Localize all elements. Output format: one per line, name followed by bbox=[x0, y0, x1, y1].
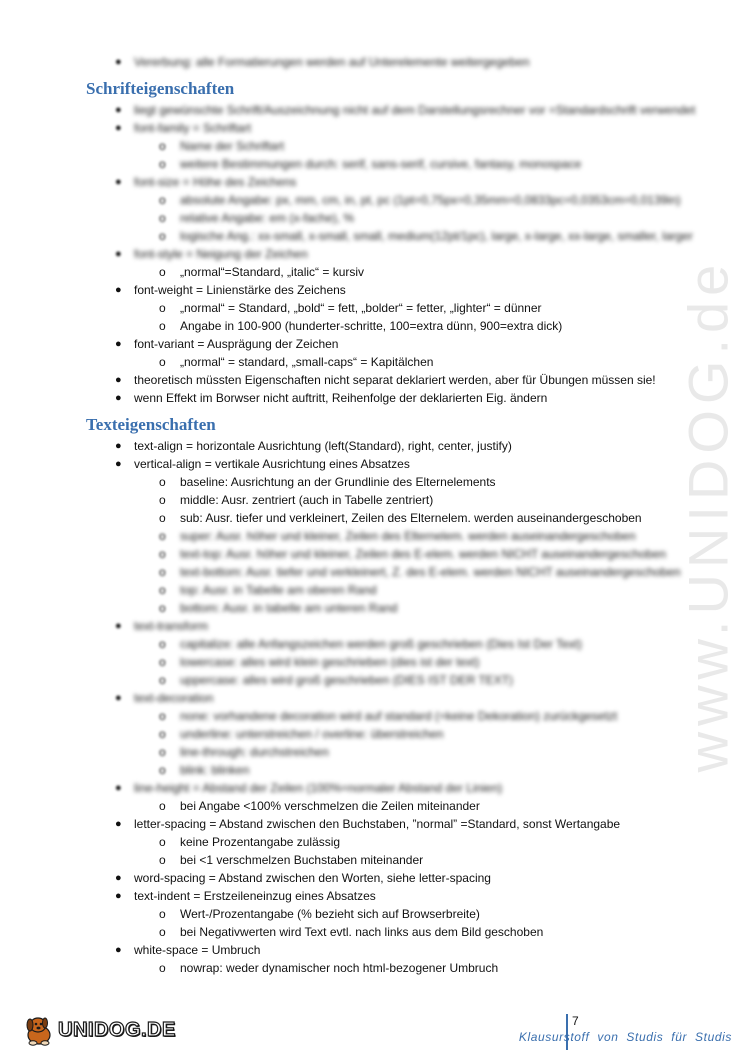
bullet-circle-icon: o bbox=[159, 265, 166, 279]
bullet-item bbox=[86, 53, 686, 71]
item-text: Vererbung: alle Formatierungen werden auf Unterelemente weitergegeben bbox=[134, 55, 530, 69]
item-text: „normal“ = standard, „small-caps“ = Kapitälchen bbox=[180, 355, 434, 369]
item-text: blink: blinken bbox=[180, 763, 250, 777]
bullet-dot-icon: ● bbox=[115, 620, 122, 632]
sub-bullet-item bbox=[86, 707, 686, 725]
bullet-circle-icon: o bbox=[159, 709, 166, 723]
item-text: nowrap: weder dynamischer noch html-bezogener Umbruch bbox=[180, 961, 499, 975]
section-heading: Texteigenschaften bbox=[86, 415, 216, 434]
bullet-circle-icon: o bbox=[159, 211, 166, 225]
item-text: line-through: durchstreichen bbox=[180, 745, 329, 759]
bullet-item bbox=[86, 245, 686, 263]
footer-tagline: Klausurstoff von Studis für Studis bbox=[518, 1030, 732, 1044]
bullet-item bbox=[86, 371, 686, 389]
item-text: weitere Bestimmungen durch: serif, sans-serif, cursive, fantasy, monospace bbox=[180, 157, 582, 171]
sub-bullet-item bbox=[86, 491, 686, 509]
sub-bullet-item bbox=[86, 191, 686, 209]
item-text: theoretisch müssten Eigenschaften nicht separat deklariert werden, aber für Übungen müssen sie! bbox=[134, 373, 656, 387]
item-text: middle: Ausr. zentriert (auch in Tabelle zentriert) bbox=[180, 493, 434, 507]
bullet-dot-icon: ● bbox=[115, 692, 122, 704]
item-text: text-top: Ausr. höher und kleiner, Zeilen des E-elem. werden NICHT auseinandergeschoben bbox=[180, 547, 667, 561]
item-text: „normal“ = Standard, „bold“ = fett, „bolder“ = fetter, „lighter“ = dünner bbox=[180, 301, 542, 315]
sub-bullet-item bbox=[86, 299, 686, 317]
bullet-circle-icon: o bbox=[159, 601, 166, 615]
bullet-dot-icon: ● bbox=[115, 782, 122, 794]
item-text: letter-spacing = Abstand zwischen den Buchstaben, ”normal” =Standard, sonst Wertangabe bbox=[134, 817, 621, 831]
bullet-item bbox=[86, 941, 686, 959]
item-text: bottom: Ausr. in tabelle am unteren Rand bbox=[180, 601, 398, 615]
bullet-item bbox=[86, 101, 696, 119]
item-text: bei Angabe <100% verschmelzen die Zeilen miteinander bbox=[180, 799, 480, 813]
sub-bullet-item bbox=[86, 581, 686, 599]
bullet-circle-icon: o bbox=[159, 319, 166, 333]
bullet-dot-icon: ● bbox=[115, 176, 122, 188]
sub-bullet-item bbox=[86, 743, 686, 761]
item-text: bei <1 verschmelzen Buchstaben miteinander bbox=[180, 853, 424, 867]
item-text: liegt gewünschte Schrift/Auszeichnung nicht auf dem Darstellungsrechner vor =Standardschrift verwendet bbox=[134, 103, 696, 117]
sub-bullet-item bbox=[86, 833, 686, 851]
item-text: „normal“=Standard, „italic“ = kursiv bbox=[180, 265, 365, 279]
dog-logo-icon bbox=[22, 1013, 56, 1047]
sub-bullet-item bbox=[86, 227, 693, 245]
bullet-dot-icon: ● bbox=[115, 122, 122, 134]
bullet-circle-icon: o bbox=[159, 853, 166, 867]
document-body bbox=[86, 53, 696, 977]
sub-bullet-item bbox=[86, 563, 686, 581]
item-text: none: vorhandene decoration wird auf standard (=keine Dekoration) zurückgesetzt bbox=[180, 709, 618, 723]
bullet-circle-icon: o bbox=[159, 583, 166, 597]
bullet-circle-icon: o bbox=[159, 673, 166, 687]
sub-bullet-item bbox=[86, 473, 686, 491]
item-text: font-size = Höhe des Zeichens bbox=[134, 175, 297, 189]
bullet-dot-icon: ● bbox=[115, 338, 122, 350]
item-text: Wert-/Prozentangabe (% bezieht sich auf Browserbreite) bbox=[180, 907, 480, 921]
bullet-dot-icon: ● bbox=[115, 248, 122, 260]
item-text: text-decoration bbox=[134, 691, 214, 705]
bullet-item bbox=[86, 815, 686, 833]
item-text: top: Ausr. in Tabelle am oberen Rand bbox=[180, 583, 377, 597]
item-text: lowercase: alles wird klein geschrieben (dies ist der text) bbox=[180, 655, 480, 669]
sub-bullet-item bbox=[86, 545, 686, 563]
bullet-item bbox=[86, 173, 686, 191]
item-text: word-spacing = Abstand zwischen den Worten, siehe letter-spacing bbox=[134, 871, 491, 885]
item-text: underline: unterstreichen / overline: überstreichen bbox=[180, 727, 444, 741]
bullet-dot-icon: ● bbox=[115, 284, 122, 296]
bullet-circle-icon: o bbox=[159, 835, 166, 849]
bullet-circle-icon: o bbox=[159, 907, 166, 921]
bullet-item bbox=[86, 437, 686, 455]
item-text: super: Ausr. höher und kleiner, Zeilen des Elternelem. werden auseinandergeschoben bbox=[180, 529, 636, 543]
sub-bullet-item bbox=[86, 353, 686, 371]
bullet-circle-icon: o bbox=[159, 193, 166, 207]
bullet-circle-icon: o bbox=[159, 565, 166, 579]
item-text: font-variant = Ausprägung der Zeichen bbox=[134, 337, 339, 351]
sub-bullet-item bbox=[86, 671, 686, 689]
bullet-circle-icon: o bbox=[159, 493, 166, 507]
item-text: text-bottom: Ausr. tiefer und verkleinert, Z. des E-elem. werden NICHT auseinandergeschoben bbox=[180, 565, 681, 579]
bullet-item bbox=[86, 869, 686, 887]
item-text: Angabe in 100-900 (hunderter-schritte, 100=extra dünn, 900=extra dick) bbox=[180, 319, 563, 333]
sub-bullet-item bbox=[86, 905, 686, 923]
sub-bullet-item bbox=[86, 851, 686, 869]
item-text: font-style = Neigung der Zeichen bbox=[134, 247, 308, 261]
bullet-item bbox=[86, 281, 686, 299]
sub-bullet-item bbox=[86, 209, 686, 227]
bullet-circle-icon: o bbox=[159, 763, 166, 777]
sub-bullet-item bbox=[86, 797, 686, 815]
bullet-circle-icon: o bbox=[159, 961, 166, 975]
section-heading: Schrifteigenschaften bbox=[86, 79, 235, 98]
item-text: font-weight = Linienstärke des Zeichens bbox=[134, 283, 346, 297]
sub-bullet-item bbox=[86, 509, 686, 527]
bullet-item bbox=[86, 389, 686, 407]
bullet-circle-icon: o bbox=[159, 925, 166, 939]
sub-bullet-item bbox=[86, 317, 686, 335]
item-text: text-align = horizontale Ausrichtung (left(Standard), right, center, justify) bbox=[134, 439, 512, 453]
footer-logo bbox=[22, 1012, 176, 1048]
sub-bullet-item bbox=[86, 263, 686, 281]
bullet-item bbox=[86, 887, 686, 905]
bullet-dot-icon: ● bbox=[115, 944, 122, 956]
bullet-circle-icon: o bbox=[159, 799, 166, 813]
sub-bullet-item bbox=[86, 923, 686, 941]
sub-bullet-item bbox=[86, 725, 686, 743]
item-text: keine Prozentangabe zulässig bbox=[180, 835, 341, 849]
sub-bullet-item bbox=[86, 653, 686, 671]
bullet-item bbox=[86, 455, 686, 473]
item-text: vertical-align = vertikale Ausrichtung eines Absatzes bbox=[134, 457, 410, 471]
bullet-item bbox=[86, 779, 686, 797]
item-text: bei Negativwerten wird Text evtl. nach links aus dem Bild geschoben bbox=[180, 925, 544, 939]
bullet-item bbox=[86, 119, 686, 137]
item-text: sub: Ausr. tiefer und verkleinert, Zeilen des Elternelem. werden auseinandergeschoben bbox=[180, 511, 642, 525]
item-text: baseline: Ausrichtung an der Grundlinie des Elternelements bbox=[180, 475, 496, 489]
sub-bullet-item bbox=[86, 635, 686, 653]
bullet-dot-icon: ● bbox=[115, 104, 122, 116]
item-text: relative Angabe: em (x-fache), % bbox=[180, 211, 355, 225]
bullet-dot-icon: ● bbox=[115, 440, 122, 452]
item-text: uppercase: alles wird groß geschrieben (DIES IST DER TEXT) bbox=[180, 673, 514, 687]
bullet-dot-icon: ● bbox=[115, 374, 122, 386]
item-text: text-transform bbox=[134, 619, 209, 633]
sub-bullet-item bbox=[86, 137, 686, 155]
item-text: line-height = Abstand der Zeilen (100%=normaler Abstand der Linien) bbox=[134, 781, 503, 795]
item-text: wenn Effekt im Borwser nicht auftritt, Reihenfolge der deklarierten Eig. ändern bbox=[134, 391, 548, 405]
sub-bullet-item bbox=[86, 599, 686, 617]
bullet-circle-icon: o bbox=[159, 529, 166, 543]
sub-bullet-item bbox=[86, 527, 686, 545]
bullet-circle-icon: o bbox=[159, 511, 166, 525]
bullet-circle-icon: o bbox=[159, 727, 166, 741]
item-text: white-space = Umbruch bbox=[134, 943, 261, 957]
bullet-circle-icon: o bbox=[159, 655, 166, 669]
item-text: font-family = Schriftart bbox=[134, 121, 252, 135]
bullet-dot-icon: ● bbox=[115, 818, 122, 830]
item-text: text-indent = Erstzeileneinzug eines Absatzes bbox=[134, 889, 376, 903]
item-text: absolute Angabe: px, mm, cm, in, pt, pc (1pt=0,75px=0,35mm=0,0833pc=0,0353cm=0,0139in) bbox=[180, 193, 681, 207]
bullet-dot-icon: ● bbox=[115, 872, 122, 884]
bullet-item bbox=[86, 335, 686, 353]
sub-bullet-item bbox=[86, 959, 686, 977]
item-text: capitalize: alle Anfangszeichen werden groß geschrieben (Dies Ist Der Text) bbox=[180, 637, 582, 651]
watermark-text: www.UNIDOG.de bbox=[676, 258, 740, 772]
bullet-circle-icon: o bbox=[159, 475, 166, 489]
bullet-circle-icon: o bbox=[159, 157, 166, 171]
bullet-circle-icon: o bbox=[159, 301, 166, 315]
page-number: 7 bbox=[572, 1014, 579, 1028]
bullet-circle-icon: o bbox=[159, 745, 166, 759]
bullet-dot-icon: ● bbox=[115, 458, 122, 470]
bullet-item bbox=[86, 617, 686, 635]
bullet-dot-icon: ● bbox=[115, 392, 122, 404]
item-text: logische Ang.: xx-small, x-small, small, medium(12pt/1pc), large, x-large, xx-large, smaller, larger bbox=[180, 229, 693, 243]
bullet-circle-icon: o bbox=[159, 139, 166, 153]
sub-bullet-item bbox=[86, 155, 686, 173]
item-text: Name der Schriftart bbox=[180, 139, 285, 153]
bullet-circle-icon: o bbox=[159, 547, 166, 561]
bullet-item bbox=[86, 689, 686, 707]
footer-brand: UNIDOG.DE bbox=[58, 1018, 176, 1041]
bullet-circle-icon: o bbox=[159, 355, 166, 369]
bullet-circle-icon: o bbox=[159, 229, 166, 243]
sub-bullet-item bbox=[86, 761, 686, 779]
bullet-dot-icon: ● bbox=[115, 890, 122, 902]
bullet-dot-icon: ● bbox=[115, 56, 122, 68]
bullet-circle-icon: o bbox=[159, 637, 166, 651]
